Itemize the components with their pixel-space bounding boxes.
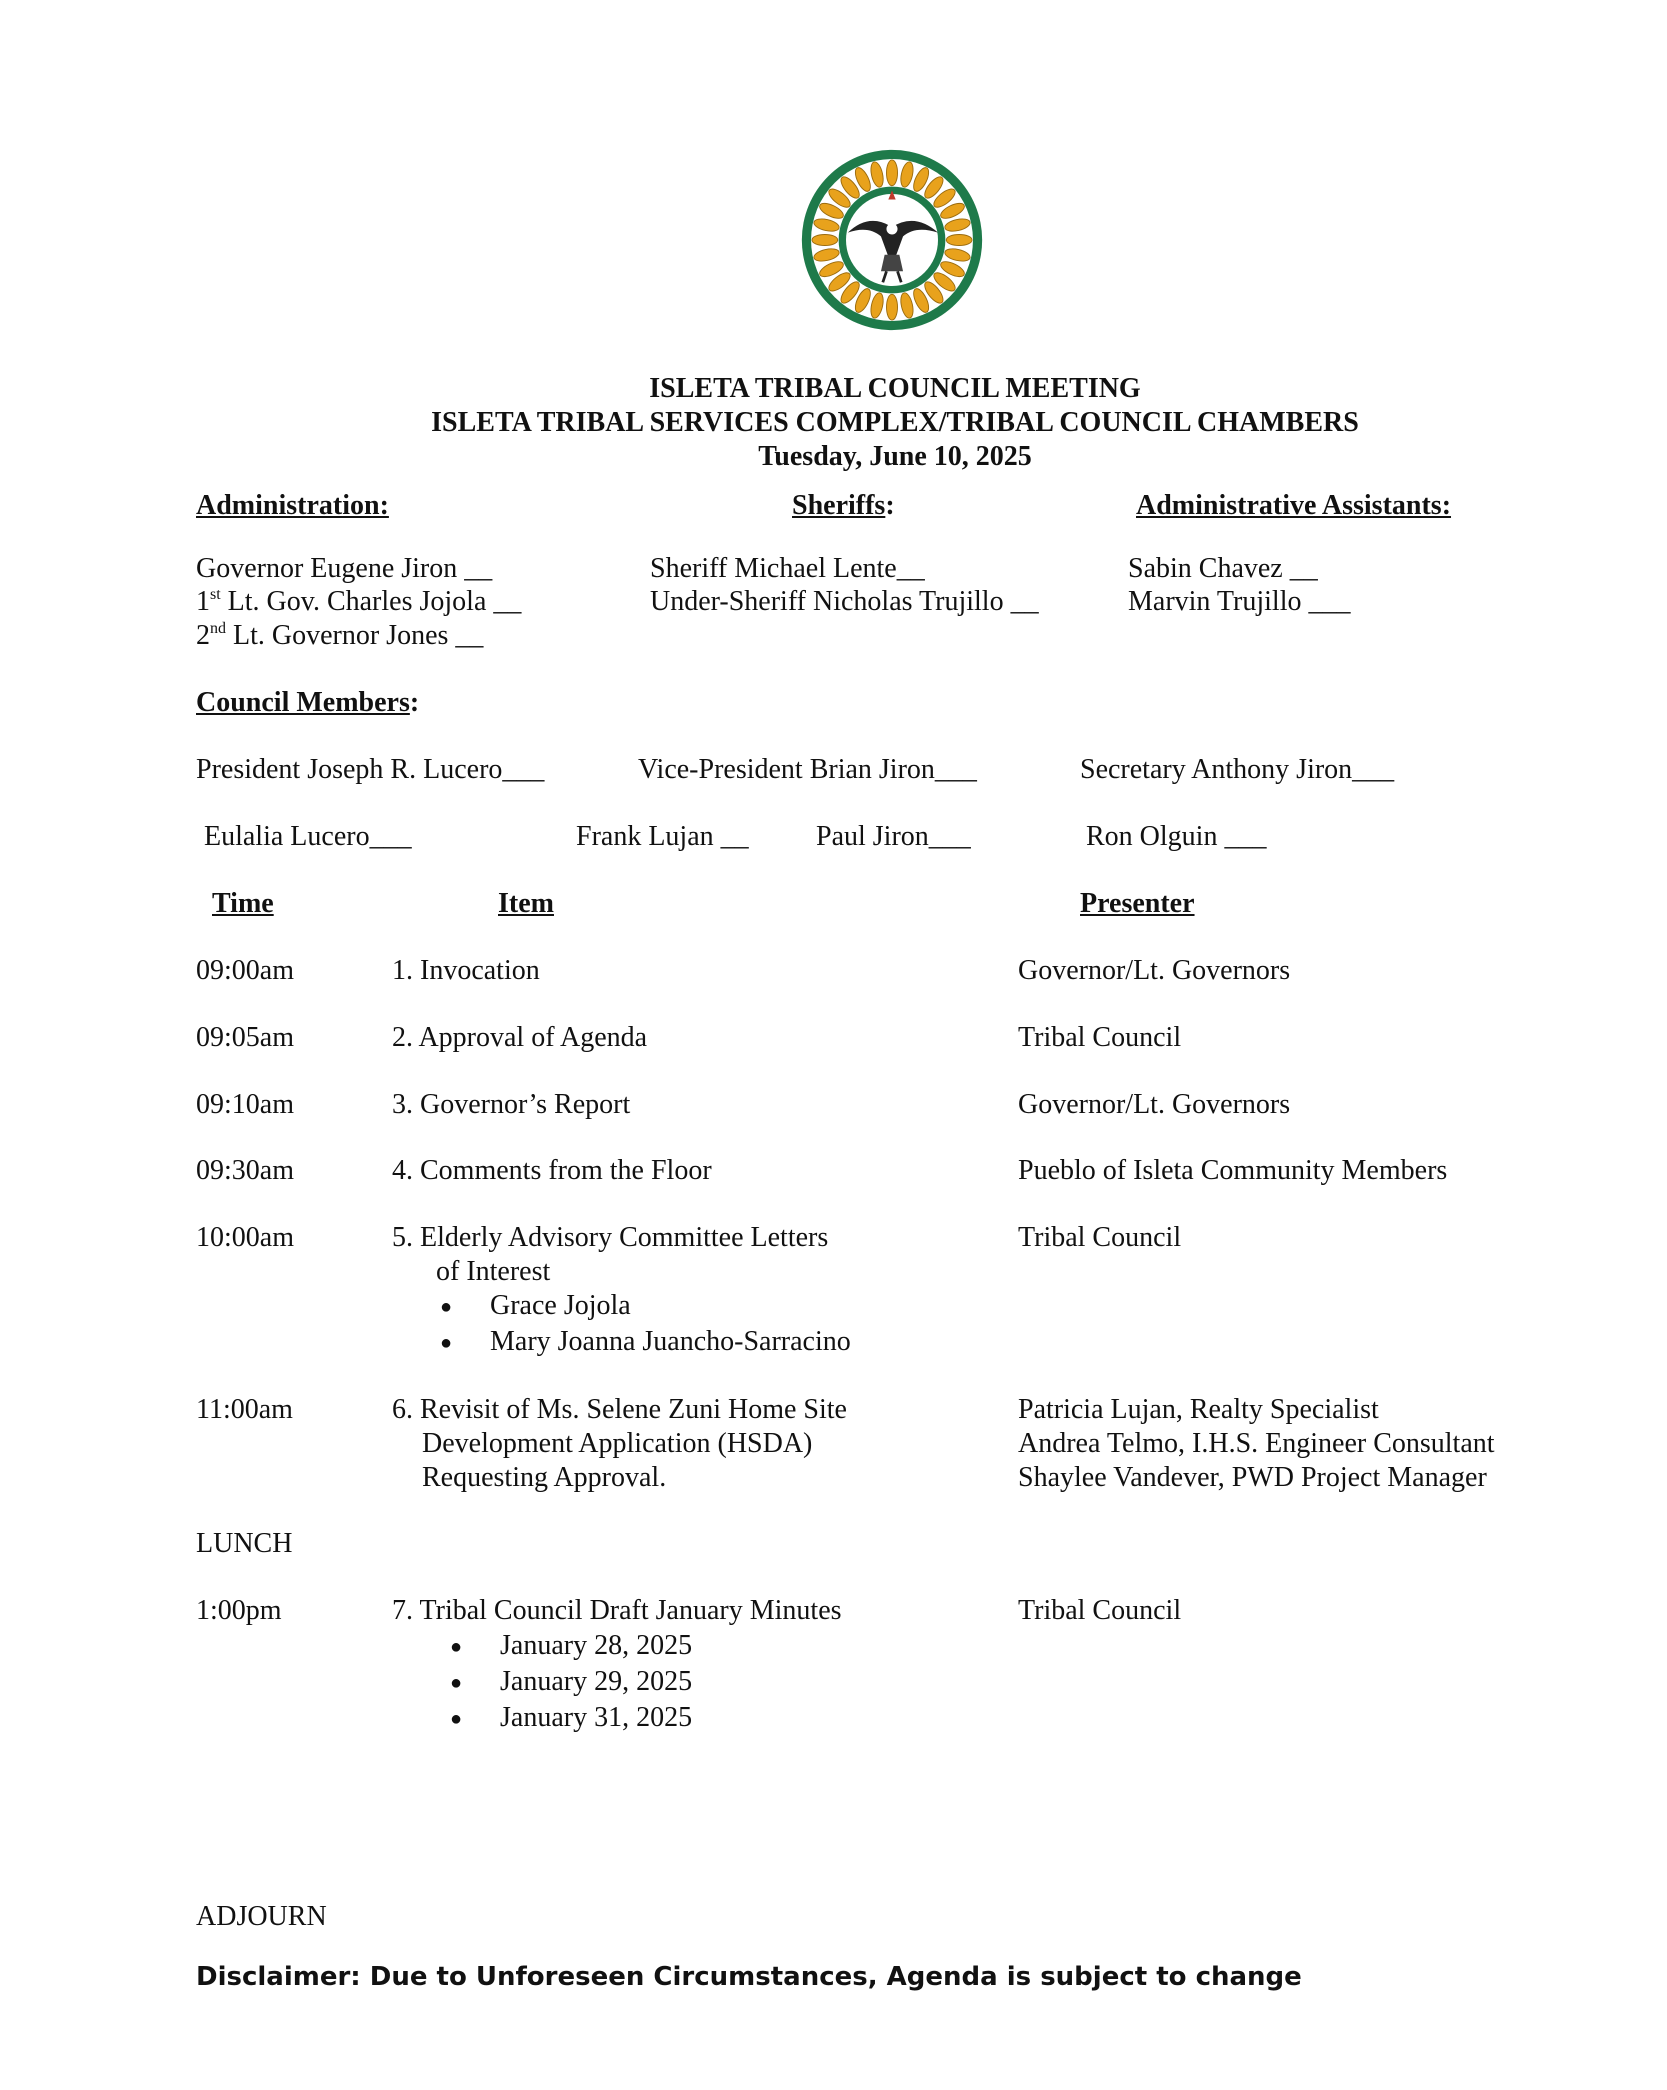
bullet: ● [450,1636,463,1658]
meeting-title: ISLETA TRIBAL COUNCIL MEETING [649,373,1141,404]
agenda-item: 6. Revisit of Ms. Selene Zuni Home Site [392,1394,847,1425]
seal-petal [812,234,838,245]
item-column-header: Item [498,888,554,919]
agenda-item-continued: Requesting Approval. [422,1462,667,1493]
adjourn: ADJOURN [196,1901,327,1932]
bullet: ● [440,1332,453,1354]
assistant-2: Marvin Trujillo ___ [1128,586,1351,617]
council-vice-president: Vice-President Brian Jiron___ [638,754,977,785]
council-secretary: Secretary Anthony Jiron___ [1080,754,1395,785]
first-lt-prefix: 1 [196,586,210,617]
agenda-subitem: January 31, 2025 [500,1702,693,1733]
council-president: President Joseph R. Lucero___ [196,754,545,785]
time-column-header: Time [212,888,274,919]
agenda-time: 09:10am [196,1089,294,1120]
sheriffs-heading [792,489,895,523]
second-lt-sup: nd [210,620,226,637]
agenda-item: 7. Tribal Council Draft January Minutes [392,1595,842,1626]
pueblo-seal-logo [800,148,984,332]
agenda-presenter: Governor/Lt. Governors [1018,1089,1291,1120]
disclaimer: Disclaimer: Due to Unforeseen Circumstances, Agenda is subject to change [196,1962,1302,1992]
agenda-presenter: Patricia Lujan, Realty Specialist [1018,1394,1379,1425]
bullet: ● [450,1708,463,1730]
second-lt-prefix: 2 [196,620,210,651]
agenda-presenter: Pueblo of Isleta Community Members [1018,1155,1448,1186]
under-sheriff-name: Under-Sheriff Nicholas Trujillo __ [650,586,1039,617]
governor-name: Governor Eugene Jiron __ [196,553,493,584]
agenda-presenter: Tribal Council [1018,1022,1182,1053]
agenda-presenter: Governor/Lt. Governors [1018,955,1291,986]
sheriffs-heading-colon: : [885,490,895,521]
sheriffs-heading-label: Sheriffs [792,490,886,521]
agenda-time: 09:00am [196,955,294,986]
agenda-subitem: Grace Jojola [490,1290,631,1321]
agenda-presenter: Shaylee Vandever, PWD Project Manager [1018,1462,1487,1493]
first-lt-governor [196,585,521,619]
agenda-time: 09:05am [196,1022,294,1053]
second-lt-rest: Lt. Governor Jones __ [226,620,484,651]
meeting-date: Tuesday, June 10, 2025 [758,441,1032,472]
agenda-item: 2. Approval of Agenda [392,1022,648,1053]
council-member-4: Ron Olguin ___ [1086,821,1267,852]
council-member-1: Eulalia Lucero___ [204,821,412,852]
council-member-3: Paul Jiron___ [816,821,971,852]
agenda-item: 1. Invocation [392,955,540,986]
council-heading-colon: : [409,687,420,718]
agenda-item-continued: Development Application (HSDA) [422,1428,813,1459]
meeting-location: ISLETA TRIBAL SERVICES COMPLEX/TRIBAL COUNCIL CHAMBERS [431,407,1359,438]
sheriff-name: Sheriff Michael Lente__ [650,553,925,584]
seal-petal [886,160,897,186]
agenda-time: 1:00pm [196,1595,282,1626]
agenda-time: 09:30am [196,1155,294,1186]
lunch-break: LUNCH [196,1528,293,1559]
agenda-time: 11:00am [196,1394,293,1425]
agenda-item: 4. Comments from the Floor [392,1155,712,1186]
agenda-item: 3. Governor’s Report [392,1089,631,1120]
second-lt-governor [196,619,483,653]
agenda-item-continued: of Interest [436,1256,551,1287]
agenda-time: 10:00am [196,1222,294,1253]
council-heading [196,686,419,720]
first-lt-sup: st [210,586,221,603]
administration-heading: Administration: [196,490,389,521]
agenda-subitem: January 28, 2025 [500,1630,693,1661]
seal-petal [946,234,972,245]
agenda-presenter: Tribal Council [1018,1222,1182,1253]
assistant-1: Sabin Chavez __ [1128,553,1318,584]
presenter-column-header: Presenter [1080,888,1195,919]
agenda-presenter: Tribal Council [1018,1595,1182,1626]
first-lt-rest: Lt. Gov. Charles Jojola __ [220,586,522,617]
assistants-heading: Administrative Assistants: [1136,490,1452,521]
bullet: ● [450,1672,463,1694]
agenda-subitem: January 29, 2025 [500,1666,693,1697]
council-member-2: Frank Lujan __ [576,821,749,852]
agenda-subitem: Mary Joanna Juancho-Sarracino [490,1326,851,1357]
council-heading-label: Council Members [196,687,410,718]
seal-petal [886,294,897,320]
agenda-presenter: Andrea Telmo, I.H.S. Engineer Consultant [1018,1428,1495,1459]
agenda-item: 5. Elderly Advisory Committee Letters [392,1222,829,1253]
bullet: ● [440,1296,453,1318]
